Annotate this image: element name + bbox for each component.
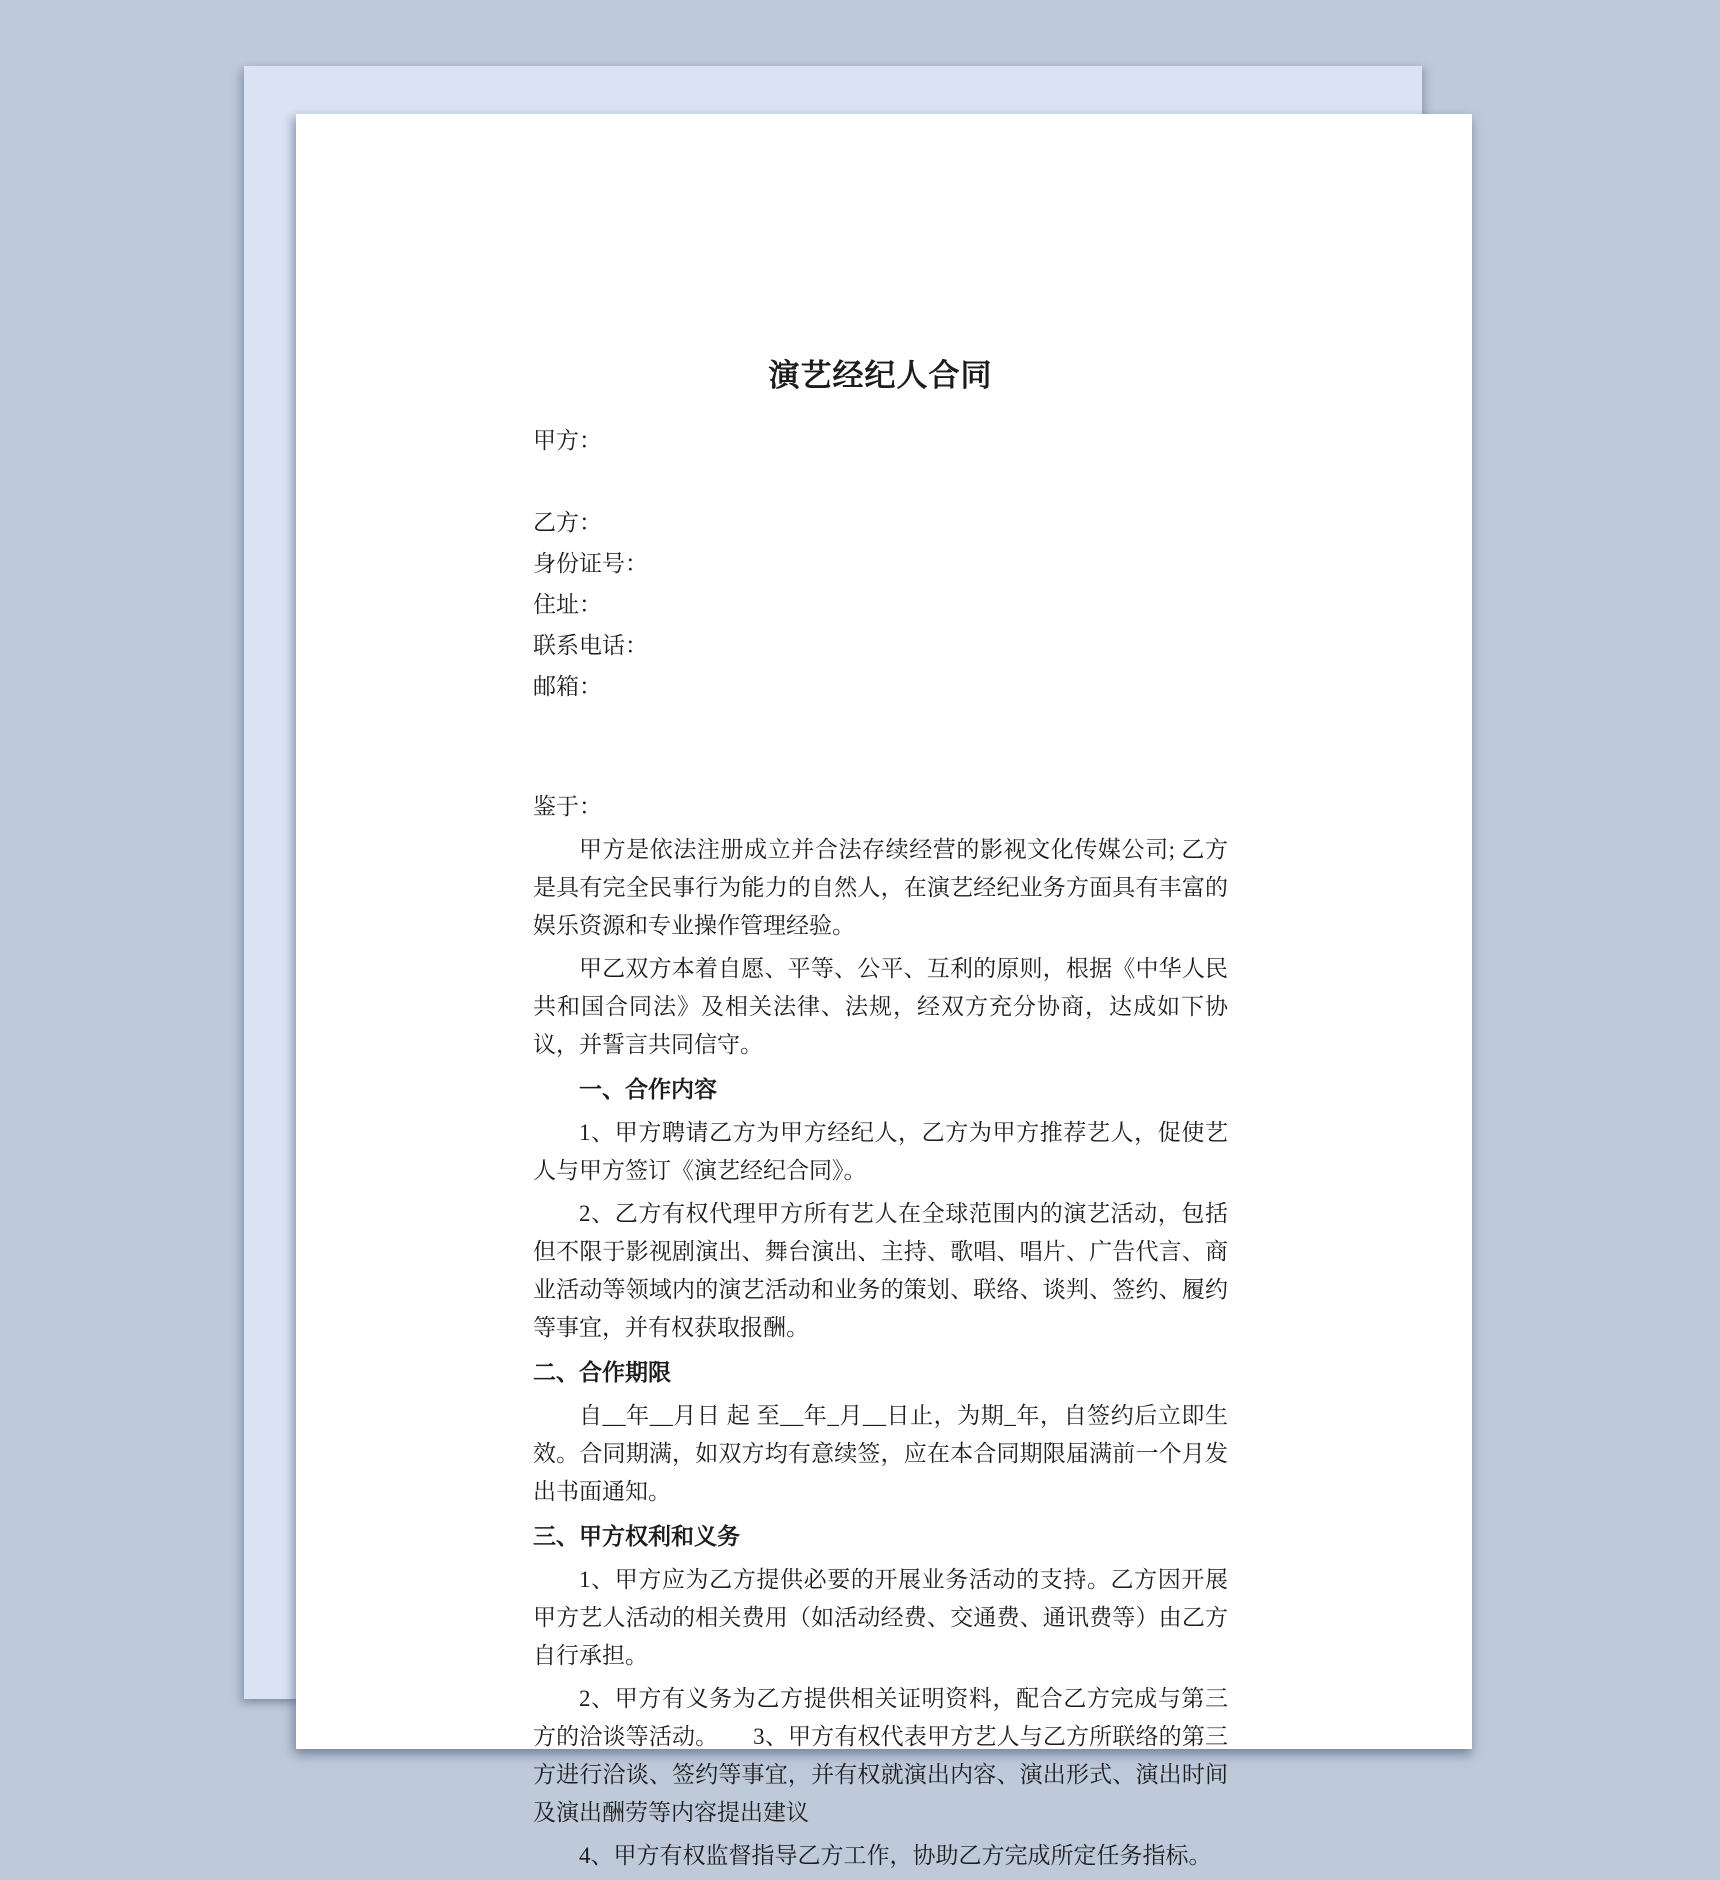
email-label: 邮箱： xyxy=(533,674,602,699)
section-2-heading: 二、合作期限 xyxy=(533,1359,671,1385)
blank-line xyxy=(533,709,1228,785)
party-a-label: 甲方： xyxy=(533,428,602,453)
contract-title: 演艺经纪人合同 xyxy=(768,358,993,393)
whereas-paragraph-2: 甲乙双方本着自愿、平等、公平、互利的原则，根据《中华人民共和国合同法》及相关法律、法规，经双方充分协商，达成如下协议，并誓言共同信守。 xyxy=(533,956,1228,1057)
contract-body xyxy=(533,422,1228,1875)
contract-page xyxy=(296,114,1472,1868)
section-1-heading: 一、合作内容 xyxy=(579,1076,717,1102)
phone-label: 联系电话： xyxy=(533,633,648,658)
address-label: 住址： xyxy=(533,592,602,617)
section-2-clause-1: 自__年__月日 起 至__年_月__日止，为期_年，自签约后立即生效。合同期满，如双方均有意续签，应在本合同期限届满前一个月发出书面通知。 xyxy=(533,1403,1228,1504)
contract-content xyxy=(533,114,1228,1880)
whereas-paragraph-1: 甲方是依法注册成立并合法存续经营的影视文化传媒公司; 乙方是具有完全民事行为能力的自然人，在演艺经纪业务方面具有丰富的娱乐资源和专业操作管理经验。 xyxy=(533,837,1228,938)
whereas-label: 鉴于： xyxy=(533,794,602,819)
section-3-clause-1: 1、甲方应为乙方提供必要的开展业务活动的支持。乙方因开展甲方艺人活动的相关费用（如活动经费、交通费、通讯费等）由乙方自行承担。 xyxy=(533,1567,1228,1668)
section-3-clause-4: 4、甲方有权监督指导乙方工作，协助乙方完成所定任务指标。 xyxy=(579,1843,1212,1868)
section-1-clause-2: 2、乙方有权代理甲方所有艺人在全球范围内的演艺活动，包括但不限于影视剧演出、舞台演出、主持、歌唱、唱片、广告代言、商业活动等领域内的演艺活动和业务的策划、联络、谈判、签约、履约等事宜，并有权获取报酬。 xyxy=(533,1201,1228,1340)
section-3-heading: 三、甲方权利和义务 xyxy=(533,1523,740,1549)
section-3-clause-2-3: 2、甲方有义务为乙方提供相关证明资料，配合乙方完成与第三方的洽谈等活动。 3、甲方有权代表甲方艺人与乙方所联络的第三方进行洽谈、签约等事宜，并有权就演出内容、演出形式、演出时间及演出酬劳等内容提出建议 xyxy=(533,1686,1228,1825)
blank-line xyxy=(533,463,1228,501)
id-number-label: 身份证号： xyxy=(533,551,648,576)
party-b-label: 乙方： xyxy=(533,510,602,535)
section-1-clause-1: 1、甲方聘请乙方为甲方经纪人，乙方为甲方推荐艺人，促使艺人与甲方签订《演艺经纪合同》。 xyxy=(533,1120,1228,1183)
